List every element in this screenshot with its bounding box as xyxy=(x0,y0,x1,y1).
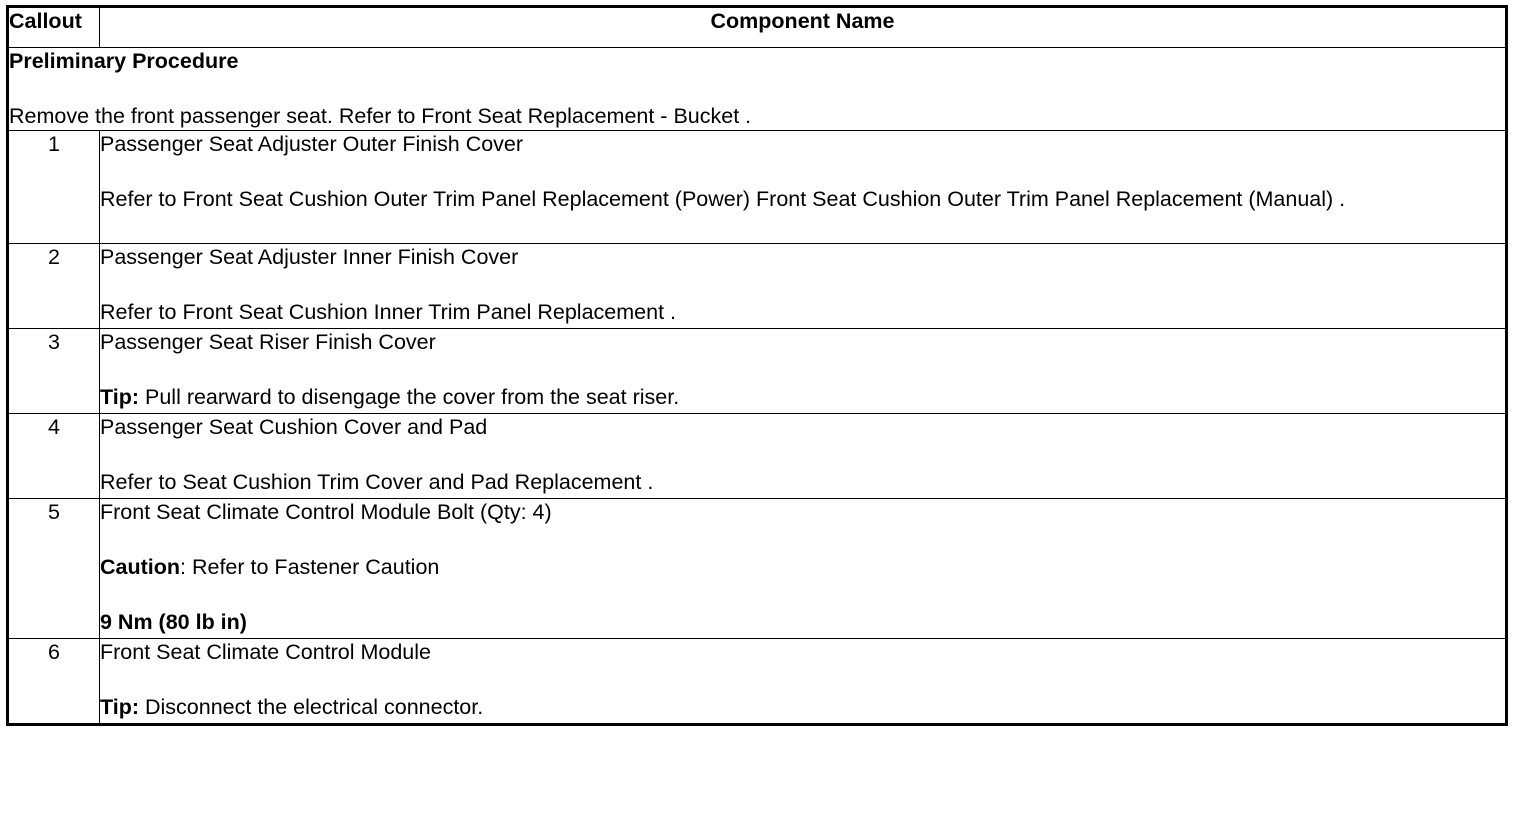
callout-number: 6 xyxy=(8,639,100,725)
component-name: Passenger Seat Adjuster Outer Finish Cover xyxy=(100,132,524,156)
table-row xyxy=(8,414,1507,499)
component-table xyxy=(6,5,1508,726)
component-caution xyxy=(100,554,1505,581)
table-row xyxy=(8,131,1507,244)
header-component-name: Component Name xyxy=(100,7,1507,48)
table-row xyxy=(8,639,1507,725)
component-cell xyxy=(100,329,1507,414)
callout-number: 5 xyxy=(8,499,100,639)
torque-spec: 9 Nm (80 lb in) xyxy=(100,610,247,634)
component-name: Passenger Seat Riser Finish Cover xyxy=(100,330,436,354)
table-header-row xyxy=(8,7,1507,48)
table-row xyxy=(8,244,1507,329)
tip-text: Disconnect the electrical connector. xyxy=(139,695,484,719)
table-row xyxy=(8,329,1507,414)
callout-number: 2 xyxy=(8,244,100,329)
header-callout: Callout xyxy=(8,7,100,48)
component-cell xyxy=(100,131,1507,244)
preliminary-row xyxy=(8,48,1507,131)
caution-label: Caution xyxy=(100,555,181,579)
component-tip xyxy=(100,694,1505,721)
callout-number: 4 xyxy=(8,414,100,499)
document-table-wrapper xyxy=(6,5,1508,726)
component-reference: Refer to Seat Cushion Trim Cover and Pad Replacement . xyxy=(100,470,654,494)
component-tip xyxy=(100,384,1505,411)
component-cell xyxy=(100,499,1507,639)
component-cell xyxy=(100,244,1507,329)
component-cell xyxy=(100,639,1507,725)
tip-label: Tip: xyxy=(100,385,140,409)
tip-text: Pull rearward to disengage the cover from the seat riser. xyxy=(139,385,680,409)
component-reference: Refer to Front Seat Cushion Inner Trim Panel Replacement . xyxy=(100,300,676,324)
component-reference: Refer to Front Seat Cushion Outer Trim Panel Replacement (Power) Front Seat Cushion Outer Trim Panel Replacement (Manual) . xyxy=(100,187,1346,211)
component-name: Passenger Seat Adjuster Inner Finish Cover xyxy=(100,245,519,269)
component-name: Front Seat Climate Control Module Bolt (Qty: 4) xyxy=(100,500,552,524)
component-name: Front Seat Climate Control Module xyxy=(100,640,432,664)
callout-number: 3 xyxy=(8,329,100,414)
preliminary-cell xyxy=(8,48,1507,131)
caution-text: : Refer to Fastener Caution xyxy=(180,555,440,579)
preliminary-title: Preliminary Procedure xyxy=(9,49,239,73)
callout-number: 1 xyxy=(8,131,100,244)
preliminary-text: Remove the front passenger seat. Refer to Front Seat Replacement - Bucket . xyxy=(9,104,752,128)
table-row xyxy=(8,499,1507,639)
component-name: Passenger Seat Cushion Cover and Pad xyxy=(100,415,488,439)
tip-label: Tip: xyxy=(100,695,140,719)
component-cell xyxy=(100,414,1507,499)
